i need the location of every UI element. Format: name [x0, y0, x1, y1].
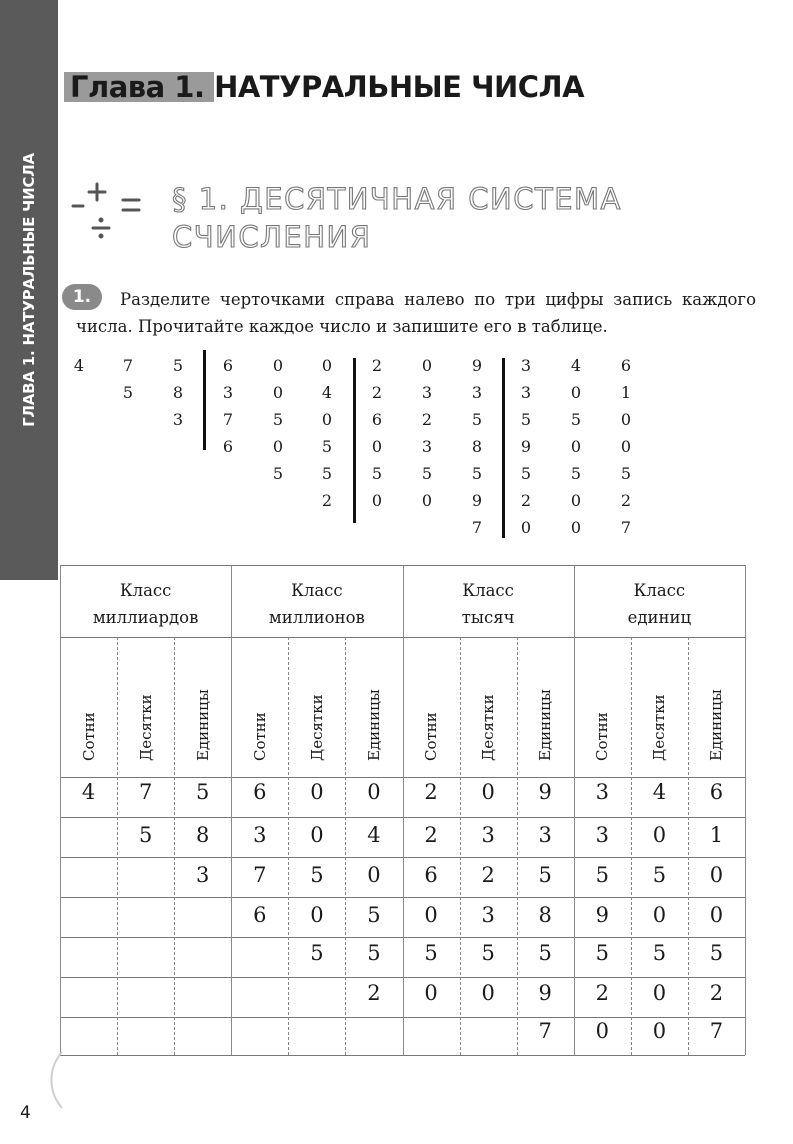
class-header-line1: Класс — [291, 581, 343, 600]
number-digit: 0 — [371, 491, 383, 510]
number-digit: 6 — [620, 356, 632, 375]
table-cell: 7 — [538, 1019, 552, 1043]
rank-header: Сотни — [250, 712, 269, 761]
number-digit: 3 — [421, 383, 433, 402]
rank-header: Десятки — [136, 694, 155, 761]
table-cell: 5 — [652, 863, 667, 887]
table-cell: 4 — [367, 823, 381, 847]
table-cell: 6 — [424, 863, 438, 887]
table-column-line — [460, 637, 461, 1055]
table-cell: 3 — [595, 780, 609, 804]
table-cell: 0 — [367, 863, 381, 887]
class-header — [231, 577, 402, 631]
class-header-line2: миллионов — [268, 608, 365, 627]
table-cell: 2 — [367, 981, 381, 1005]
number-digit: 0 — [620, 437, 632, 456]
number-digit: 5 — [122, 383, 134, 402]
class-header-line1: Класс — [633, 581, 686, 600]
table-cell: 2 — [424, 780, 438, 804]
table-cell: 4 — [81, 780, 96, 804]
table-cell: 5 — [652, 941, 667, 965]
number-digit: 0 — [272, 437, 284, 456]
table-cell: 3 — [196, 863, 210, 887]
table-cell: 0 — [481, 981, 495, 1005]
class-header — [574, 577, 745, 631]
number-digit: 2 — [371, 356, 383, 375]
number-digit: 5 — [272, 464, 284, 483]
number-digit: 0 — [371, 437, 383, 456]
table-column-line — [288, 637, 289, 1055]
class-header — [60, 577, 231, 631]
table-cell: 5 — [538, 863, 552, 887]
table-column-line — [117, 637, 118, 1055]
table-cell: 0 — [481, 780, 495, 804]
rank-header: Десятки — [479, 694, 498, 761]
number-digit: 0 — [570, 437, 582, 456]
table-cell: 5 — [595, 941, 609, 965]
table-cell: 3 — [538, 823, 552, 847]
table-cell: 5 — [310, 863, 324, 887]
chapter-title-text: Глава 1. НАТУРАЛЬНЫЕ ЧИСЛА — [70, 70, 585, 104]
number-digit: 5 — [272, 410, 284, 429]
class-divider-line — [353, 358, 356, 523]
table-cell: 0 — [652, 903, 667, 927]
table-cell: 7 — [253, 863, 267, 887]
number-digit: 0 — [272, 356, 284, 375]
class-divider-line — [203, 350, 206, 450]
table-cell: 5 — [310, 941, 324, 965]
table-cell: 0 — [367, 780, 381, 804]
table-cell: 5 — [367, 903, 381, 927]
task-number-badge: 1. — [62, 284, 102, 310]
number-digit: 5 — [570, 410, 582, 429]
table-cell: 7 — [138, 780, 153, 804]
number-digit: 3 — [222, 383, 234, 402]
table-column-line — [345, 637, 346, 1055]
table-cell: 6 — [253, 780, 267, 804]
number-digit: 8 — [172, 383, 184, 402]
table-cell: 7 — [709, 1019, 724, 1043]
table-cell: 3 — [481, 903, 495, 927]
number-digit: 0 — [520, 518, 532, 537]
number-digit: 0 — [321, 356, 333, 375]
table-cell: 9 — [538, 780, 552, 804]
number-digit: 0 — [570, 491, 582, 510]
number-digit: 5 — [520, 410, 532, 429]
table-cell: 0 — [595, 1019, 609, 1043]
rank-header: Единицы — [707, 689, 726, 761]
table-cell: 0 — [652, 823, 667, 847]
table-cell: 3 — [595, 823, 609, 847]
rank-header: Единицы — [193, 689, 212, 761]
number-digit: 2 — [520, 491, 532, 510]
class-header-line1: Класс — [462, 581, 514, 600]
number-digit: 4 — [73, 356, 85, 375]
table-cell: 2 — [424, 823, 438, 847]
table-cell: 6 — [709, 780, 724, 804]
number-digit: 5 — [471, 410, 483, 429]
table-cell: 0 — [709, 863, 724, 887]
table-cell: 5 — [709, 941, 724, 965]
number-digit: 9 — [471, 356, 483, 375]
class-header-line2: единиц — [627, 608, 692, 627]
table-column-line — [745, 565, 746, 1055]
class-header — [403, 577, 574, 631]
numbers-block — [0, 0, 793, 560]
number-digit: 2 — [421, 410, 433, 429]
page-number: 4 — [20, 1103, 31, 1123]
number-digit: 2 — [371, 383, 383, 402]
number-digit: 0 — [570, 518, 582, 537]
table-cell: 0 — [310, 823, 324, 847]
number-digit: 5 — [172, 356, 184, 375]
table-cell: 2 — [595, 981, 609, 1005]
number-digit: 7 — [620, 518, 632, 537]
number-digit: 3 — [471, 383, 483, 402]
number-digit: 7 — [471, 518, 483, 537]
task-text: Разделите черточками справа налево по три цифры запись каждого числа. Прочитайте каждое число и запишите его в таблице. — [76, 290, 756, 336]
page-margin-curve — [44, 1050, 64, 1110]
table-cell: 5 — [481, 941, 495, 965]
rank-header: Сотни — [593, 712, 612, 761]
rank-header: Единицы — [536, 689, 555, 761]
number-digit: 5 — [321, 437, 333, 456]
class-header-line2: тысяч — [461, 608, 515, 627]
number-digit: 5 — [321, 464, 333, 483]
number-digit: 9 — [520, 437, 532, 456]
table-cell: 3 — [253, 823, 267, 847]
number-digit: 0 — [321, 410, 333, 429]
table-cell: 3 — [481, 823, 495, 847]
number-digit: 3 — [172, 410, 184, 429]
number-digit: 3 — [520, 356, 532, 375]
number-digit: 7 — [122, 356, 134, 375]
table-cell: 9 — [538, 981, 552, 1005]
number-digit: 6 — [371, 410, 383, 429]
number-digit: 3 — [421, 437, 433, 456]
table-cell: 0 — [652, 1019, 667, 1043]
number-digit: 0 — [620, 410, 632, 429]
number-digit: 0 — [570, 383, 582, 402]
table-column-line — [60, 565, 61, 1055]
number-digit: 4 — [321, 383, 333, 402]
number-digit: 0 — [421, 356, 433, 375]
number-digit: 5 — [520, 464, 532, 483]
rank-header: Десятки — [307, 694, 326, 761]
table-cell: 5 — [424, 941, 438, 965]
number-digit: 5 — [421, 464, 433, 483]
table-cell: 8 — [538, 903, 552, 927]
class-header-line1: Класс — [119, 581, 172, 600]
table-column-line — [403, 565, 404, 1055]
number-digit: 5 — [570, 464, 582, 483]
number-digit: 2 — [321, 491, 333, 510]
rank-header: Десятки — [650, 694, 669, 761]
table-cell: 5 — [367, 941, 381, 965]
table-cell: 0 — [424, 981, 438, 1005]
table-column-line — [688, 637, 689, 1055]
table-cell: 5 — [196, 780, 210, 804]
table-cell: 0 — [652, 981, 667, 1005]
table-cell: 0 — [424, 903, 438, 927]
class-header-line2: миллиардов — [92, 608, 199, 627]
table-cell: 0 — [310, 903, 324, 927]
table-cell: 4 — [652, 780, 667, 804]
rank-header: Сотни — [79, 712, 98, 761]
number-digit: 7 — [222, 410, 234, 429]
number-digit: 5 — [371, 464, 383, 483]
rank-header: Единицы — [364, 689, 383, 761]
table-column-line — [631, 637, 632, 1055]
number-digit: 9 — [471, 491, 483, 510]
table-cell: 6 — [253, 903, 267, 927]
number-digit: 2 — [620, 491, 632, 510]
number-digit: 5 — [471, 464, 483, 483]
number-digit: 0 — [272, 383, 284, 402]
table-cell: 5 — [538, 941, 552, 965]
table-cell: 9 — [595, 903, 609, 927]
table-cell: 1 — [709, 823, 724, 847]
table-row-line — [60, 1055, 745, 1056]
table-cell: 0 — [709, 903, 724, 927]
sidebar-chapter-label: ГЛАВА 1. НАТУРАЛЬНЫЕ ЧИСЛА — [20, 153, 38, 427]
table-column-line — [174, 637, 175, 1055]
number-digit: 1 — [620, 383, 632, 402]
number-digit: 3 — [520, 383, 532, 402]
table-cell: 2 — [481, 863, 495, 887]
number-digit: 6 — [222, 356, 234, 375]
number-digit: 5 — [620, 464, 632, 483]
table-column-line — [517, 637, 518, 1055]
rank-header: Сотни — [422, 712, 441, 761]
table-column-line — [574, 565, 575, 1055]
table-cell: 0 — [310, 780, 324, 804]
number-digit: 8 — [471, 437, 483, 456]
number-digit: 4 — [570, 356, 582, 375]
section-title-line1: § 1. ДЕСЯТИЧНАЯ СИСТЕМА — [172, 182, 622, 216]
table-cell: 2 — [709, 981, 724, 1005]
number-digit: 6 — [222, 437, 234, 456]
table-cell: 5 — [595, 863, 609, 887]
class-divider-line — [502, 358, 505, 538]
table-column-line — [231, 565, 232, 1055]
table-cell: 8 — [196, 823, 210, 847]
section-title-line2: СЧИСЛЕНИЯ — [172, 220, 372, 254]
table-cell: 5 — [138, 823, 153, 847]
number-digit: 0 — [421, 491, 433, 510]
